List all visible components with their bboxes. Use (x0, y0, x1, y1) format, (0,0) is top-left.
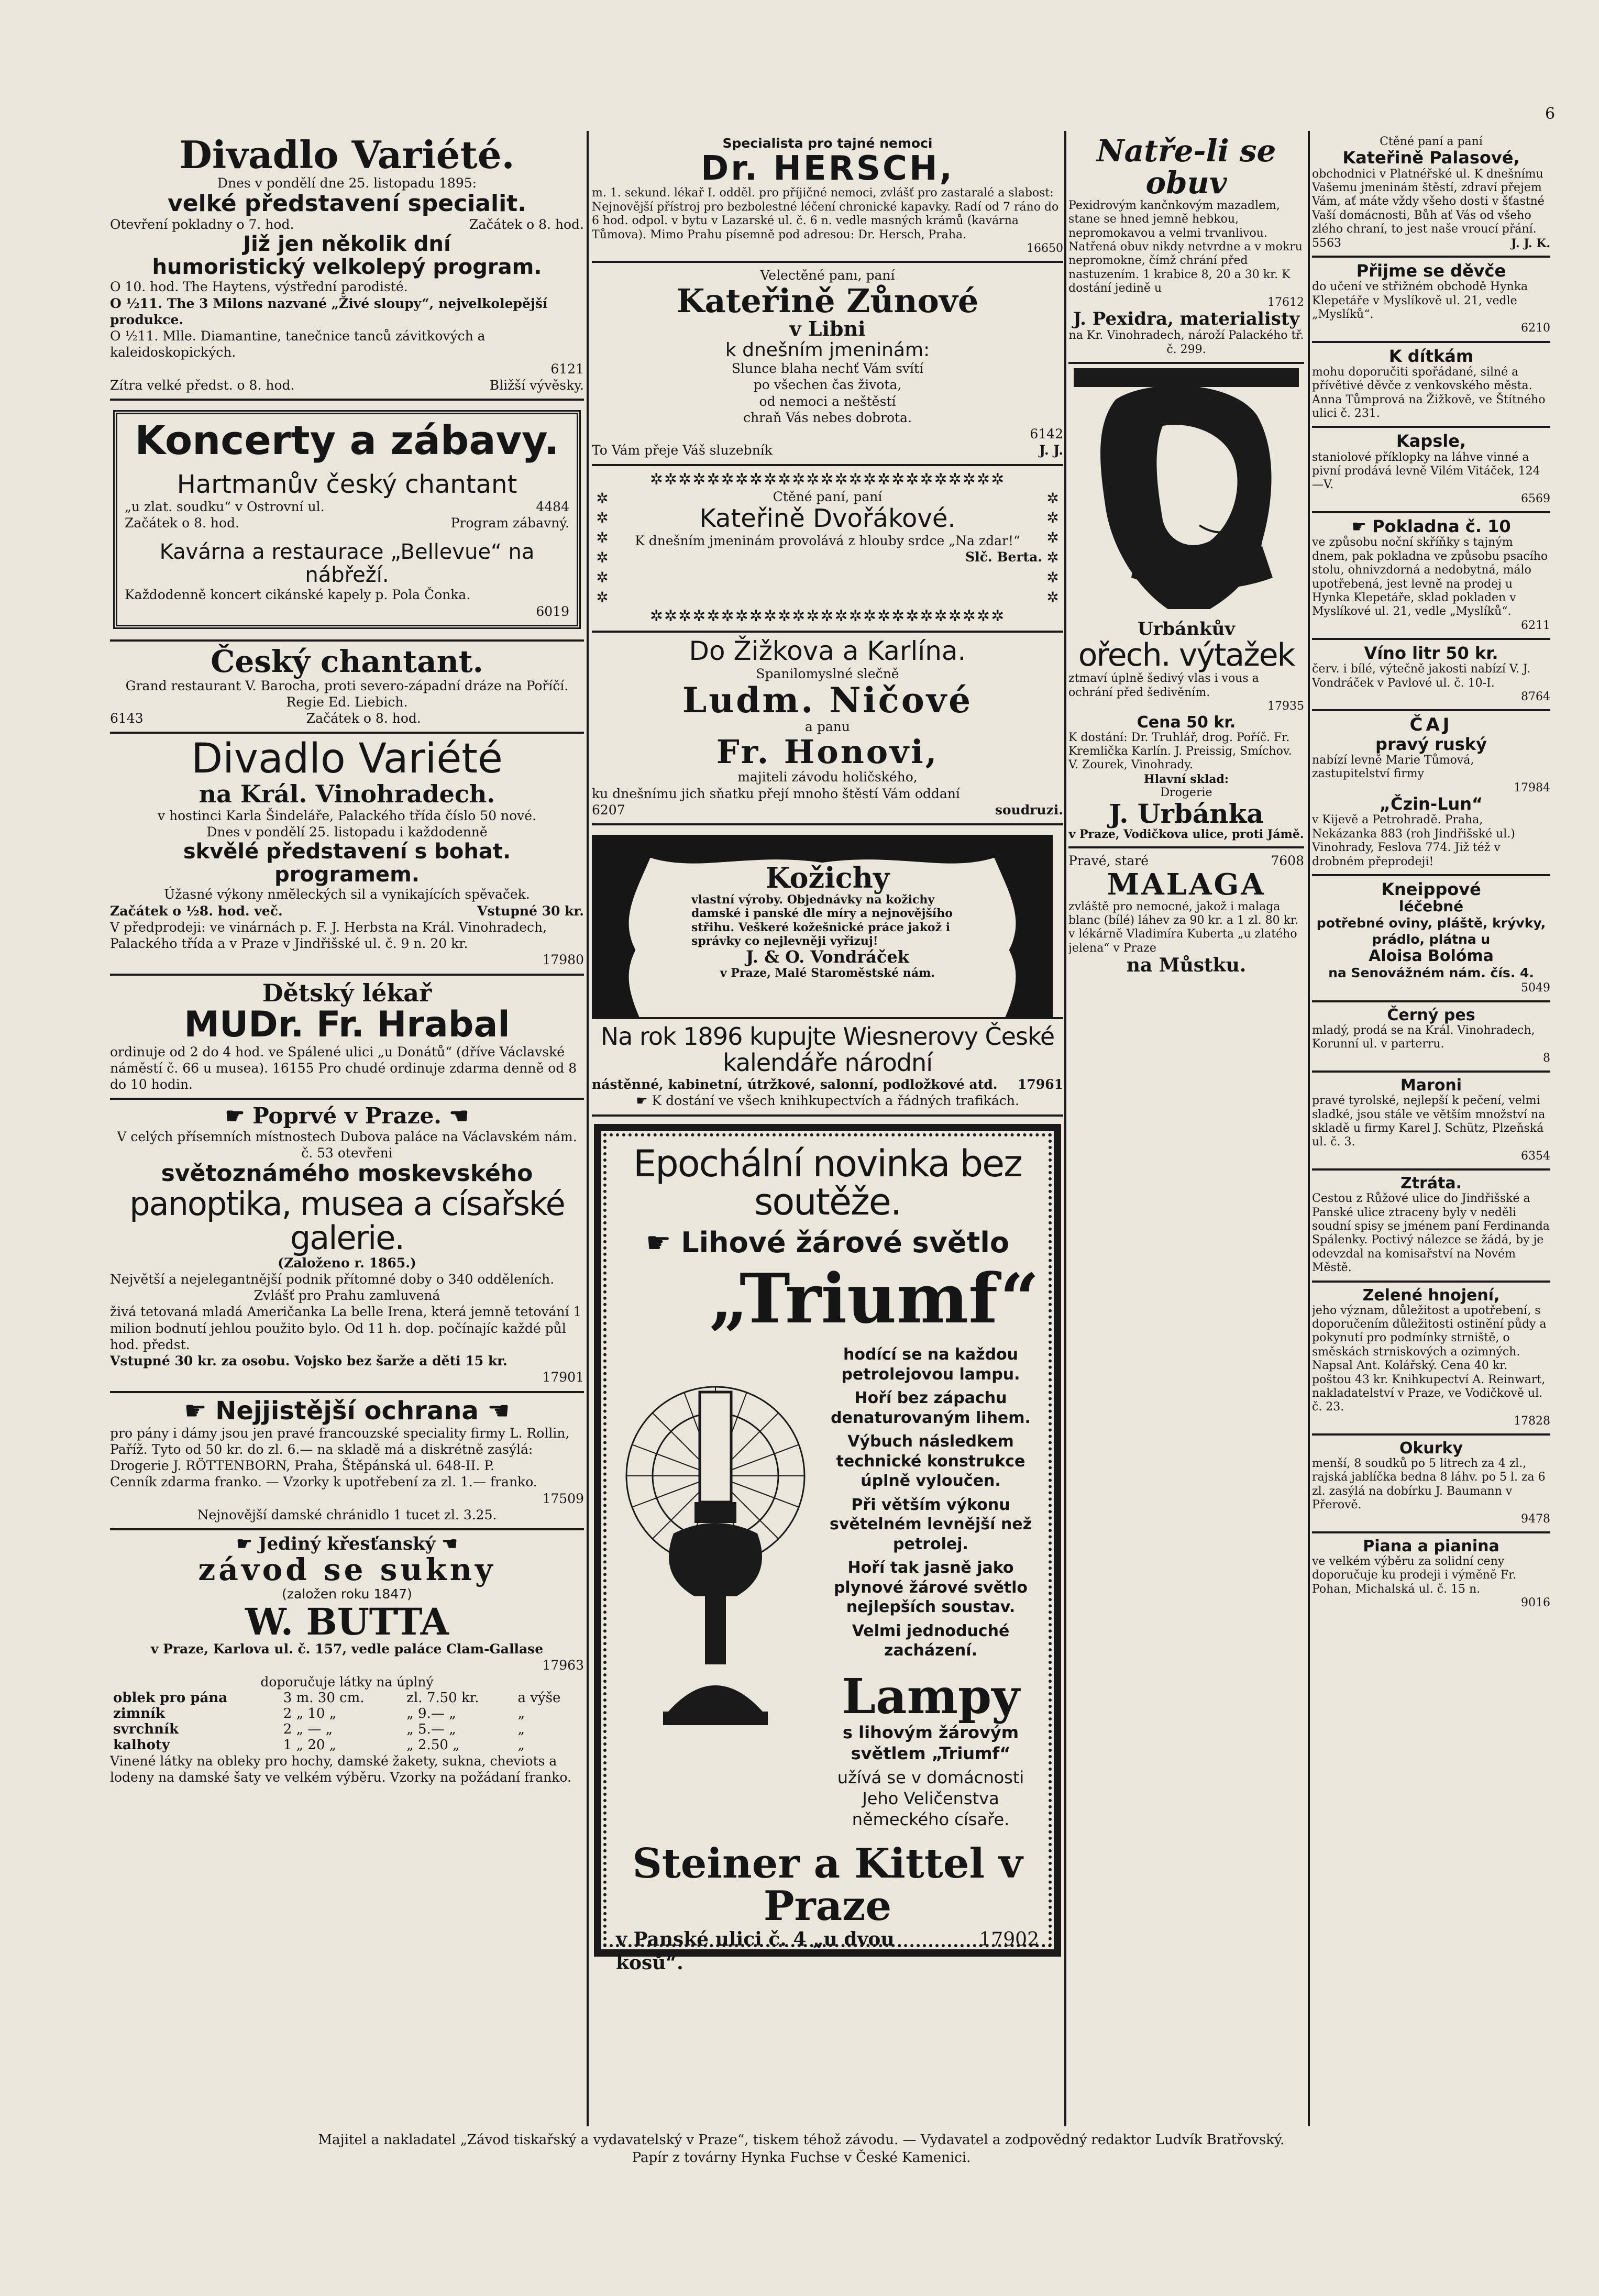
ad-text: ordinuje od 2 do 4 hod. ve Spálené ulici „u Donátů“ (dříve Václavské náměstí č. 66 u musea). 16155 Pro chudé ordinuje zdarma denně od 8 do 10 hodin. (110, 1044, 577, 1092)
ad-headline: Kavárna a restaurace „Bellevue“ na nábřeží. (159, 540, 535, 588)
ad-headline: Dětský lékař (262, 978, 432, 1007)
ad-vino (1312, 640, 1550, 711)
column-3 (1068, 131, 1304, 2126)
page-number: 6 (1545, 105, 1556, 123)
ad-text: Pravé, staré (1068, 853, 1149, 869)
ad-panoptika (110, 1100, 584, 1393)
ad-text: O 10. hod. The Haytens, výstřední parodisté. (110, 279, 408, 295)
ad-text: Grand restaurant V. Barocha, proti severo-západní dráze na Poříčí. Regie Ed. Liebich. (125, 678, 569, 710)
ad-text: Bližší vývěsky. (489, 377, 584, 393)
ad-number: 17509 (542, 1491, 584, 1506)
price-cell: 3 m. 30 cm. (283, 1690, 365, 1706)
ad-text: Největší a nejelegantnější podnik přítomné doby o 340 odděleních. (110, 1271, 555, 1287)
pointing-hand-icon: ☛ (236, 1533, 259, 1554)
ad-text: k dnešním jmeninám: (725, 339, 930, 361)
ad-text: O ½11. The 3 Milons nazvané „Živé sloupy“, nejvelkolepější produkce. (110, 295, 548, 327)
pointing-hand-icon: ☚ (441, 1103, 469, 1129)
column-4 (1312, 131, 1550, 2126)
ad-text: Velectěné panı, paní (760, 268, 895, 283)
ad-title: Natře-li se obuv (1096, 133, 1276, 201)
ad-number: 6354 (1521, 1149, 1550, 1163)
ad-title-text: Pokladna č. 10 (1372, 516, 1511, 537)
ad-text: živá tetovaná mladá Američanka La belle Irena, která jemně tetování 1 milion bodnutí jehlou použito bylo. Od 11 h. dop. počínajíc každé půl hod. předst. (110, 1304, 582, 1352)
price-cell: zl. 7.50 kr. (406, 1690, 479, 1706)
column-rule (1308, 131, 1310, 2126)
ad-title: MALAGA (1107, 867, 1266, 902)
ad-headline: velké představení specialit. (168, 190, 526, 217)
ad-text: s lihovým žárovým světlem „Triumf“ (842, 1722, 1019, 1763)
ad-title: závod se sukny (198, 1552, 496, 1588)
ad-number: 9016 (1521, 1596, 1550, 1610)
price-cell: kalhoty (113, 1737, 170, 1753)
price-cell: „ 9.— „ (406, 1705, 456, 1721)
ad-signature: J. J. K. (1511, 236, 1550, 250)
ad-ztrata (1312, 1171, 1550, 1282)
ad-zunova (592, 263, 1063, 466)
ad-number: 6211 (1521, 619, 1550, 632)
ad-text: zvláště pro nemocné, jakož i malaga blanc (bílé) láhev za 90 kr. a 1 zl. 80 kr. v lékárně Vladimíra Kuberta „u zlatého jelena“ v Praze (1068, 900, 1299, 955)
ad-firm: J. Pexidra, materialisty (1073, 308, 1300, 329)
ad-text: Hoří bez zápachu denaturovaným lihem. (831, 1389, 1031, 1427)
ad-text: Začátek o ½8. hod. več. (110, 903, 283, 919)
ad-text: Každodenně koncert cikánské kapely p. Pola Čonka. (125, 587, 471, 603)
ad-headline-text: Lihové žárové světlo (681, 1226, 1009, 1259)
ad-text: v Praze, Vodičkova ulice, proti Jámě. (1068, 827, 1304, 842)
ad-text: Velmi jednoduché zacházení. (852, 1621, 1010, 1660)
ad-headline-text: Jediný křesťanský (258, 1533, 436, 1554)
price-cell: „ (517, 1737, 525, 1753)
ad-nejjistejsi-ochrana (110, 1393, 584, 1530)
ad-text: Hlavní sklad: (1144, 772, 1229, 786)
ad-number: 4484 (536, 499, 569, 514)
ad-text: nástěnné, kabinetní, útržkové, salonní, podložkové atd. (592, 1077, 998, 1092)
price-row (110, 1690, 584, 1706)
ad-signature: Slč. Berta. (965, 549, 1042, 565)
ad-title: Epochální novinka bez soutěže. (633, 1142, 1022, 1224)
ad-dr-hersch (592, 131, 1063, 263)
column-rule (587, 131, 589, 2126)
ad-text: Zítra velké předst. o 8. hod. (110, 377, 295, 393)
price-cell: 2 „ — „ (283, 1721, 333, 1737)
ad-divadlo-vinohrady (110, 734, 584, 975)
ad-kapsle (1312, 428, 1550, 513)
ad-text: v Praze, Karlova ul. č. 157, vedle paláce Clam-Gallase (150, 1641, 544, 1657)
ad-title: Kateřině Palasové, (1342, 148, 1520, 168)
ad-text: na Senovážném nám. čís. 4. (1328, 965, 1534, 981)
ad-kneipp (1312, 876, 1550, 1002)
ad-text: menší, 8 soudků po 5 litrech za 4 zl., rajská jablíčka bedna 8 láhv. po 5 l. za 6 zl. zasýlá na dobírku J. Baumann v Přerově. (1312, 1457, 1546, 1512)
ad-text: Dnes v pondělí 25. listopadu i každodenně (206, 824, 488, 840)
ad-title: Maroni (1400, 1076, 1462, 1095)
ad-maroni (1312, 1073, 1550, 1171)
ad-firm: Steiner a Kittel v Praze (632, 1839, 1023, 1930)
ad-piana (1312, 1533, 1550, 1616)
ad-title: ořech. výtažek (1078, 637, 1295, 674)
ad-title: Ludm. Ničové (682, 679, 973, 721)
ad-text: obchodnici v Platnéřské ul. K dnešnímu Vašemu jmeninám štěstí, zdraví přejem Vám, ať máte vždy všeho dosti v šťastné Vaší domácnosti, Bůh ať Vás od všeho zlého chraní, to jest naše vroucí přání. (1312, 167, 1545, 236)
ad-number: 17612 (1267, 295, 1304, 309)
ad-text (592, 1092, 1063, 1109)
ad-headline (616, 1227, 1039, 1258)
ad-subtitle: v Libni (789, 316, 866, 340)
ad-text: To Vám přeje Váš sluzebník (592, 443, 773, 458)
ad-text: Začátek o 8. hod. (469, 217, 584, 233)
ad-text: v hostinci Karla Šindeláře, Palackého třída číslo 50 nové. (157, 808, 537, 823)
ad-text: O ½11. Mlle. Diamantine, tanečnice tanců závitkových a kaleidoskopických. (110, 328, 486, 360)
ad-title: ČAJ (1409, 714, 1453, 736)
ad-text: červ. i bílé, výtečně jakosti nabízí V. J. Vondráček v Pavlové ul. č. 10-I. (1312, 663, 1530, 690)
ad-text: Ctěné paní, paní (773, 489, 883, 504)
ad-text: Úžasné výkony nmĕleckých sil a vynikajících spěvaček. (164, 887, 530, 902)
ad-text: Pexidrovým kančnkovým mazadlem, stane se hned jemně hebkou, nepromokavou a velmi trvanlivou. Natřená obuv nikdy netvrdne a v mokru nepromokne, čímž chrání před nastuzením. 1 krabice 8, 20 a 30 kr. K dostání jedině u (1068, 198, 1303, 295)
ad-text: Zvlášť pro Prahu zamluvená (253, 1288, 440, 1304)
ad-number: 17984 (1514, 781, 1550, 794)
woman-portrait-illustration (1074, 368, 1299, 620)
ad-text: doporučuje látky na úplný (260, 1674, 434, 1690)
ad-title: Kateřině Zůnové (676, 281, 979, 320)
ad-cerny-pes (1312, 1002, 1550, 1073)
ad-number: 6569 (1521, 492, 1550, 505)
ad-number: 17828 (1514, 1414, 1550, 1428)
ad-zelene-hnojeni (1312, 1283, 1550, 1436)
ad-number: 5563 (1312, 236, 1341, 250)
footer-paper-note: Papír z továrny Hynka Fuchse v České Kamenici. (632, 2149, 971, 2166)
ad-text: staniolové příklopky na láhve vinné a pivní prodává levně Vilém Vitáček, 124—V. (1312, 450, 1540, 492)
ad-malaga (1068, 848, 1304, 981)
ad-headline: Do Žižkova a Karlína. (689, 636, 966, 667)
ad-headline: humoristický velkolepý program. (152, 255, 542, 280)
ad-text: užívá se v domácnosti Jeho Veličenstva německého císaře. (837, 1767, 1024, 1829)
ad-number: 8 (1543, 1051, 1550, 1065)
price-cell: „ 2.50 „ (406, 1737, 460, 1753)
lamp-illustration (616, 1345, 815, 1743)
ad-title: panoptika, musea a císařské galerie. (129, 1184, 565, 1257)
ad-title: Kneippové (1381, 879, 1481, 899)
price-cell: „ (517, 1705, 525, 1721)
ad-title: Fr. Honovi, (716, 733, 939, 771)
ad-title: Kateřině Dvořákové. (699, 503, 956, 533)
ad-title: Divadlo Variété. (179, 133, 515, 177)
ad-number: 17963 (542, 1658, 584, 1673)
ad-headline: Lampy (842, 1668, 1020, 1725)
column-2 (592, 131, 1063, 2126)
ad-butta (110, 1530, 584, 1791)
star-border: ✲ ✲ ✲ ✲ ✲ ✲ (596, 489, 609, 606)
ad-title: W. BUTTA (245, 1599, 449, 1643)
footer-imprint: Majitel a nakladatel „Závod tiskařský a vydavatelský v Praze“, tiskem téhož závodu. — Vydavatel a zodpovědný redaktor Ludvík Bratřovský. (318, 2132, 1285, 2148)
ad-text: (založen roku 1847) (282, 1586, 412, 1602)
ad-text: v Praze, Malé Staroměstské nám. (720, 966, 935, 980)
column-rule (1064, 131, 1066, 2126)
ad-text: pravé tyrolské, nejlepší k pečení, velmi sladké, jsou stále ve větším množství na skladě u firmy Karel J. Schütz, Plzeňská ul. č. 3. (1312, 1094, 1546, 1149)
ad-text: V celých přísemních místnostech Dubova paláce na Václavském nám. č. 53 otevřeni (117, 1129, 577, 1161)
ad-headline: Již jen několik dní (243, 232, 451, 257)
ad-text: V předprodeji: ve vinárnách p. F. J. Herbsta na Král. Vinohradech, Palackého třída a v Praze v Jindřišské ul. č. 9 n. 20 kr. (110, 919, 547, 952)
ad-headline-text: Poprvé v Praze. (252, 1103, 442, 1129)
pointing-hand-icon: ☛ (636, 1093, 652, 1109)
ad-firm: „Čzin-Lun“ (1379, 794, 1483, 814)
price-cell: 2 „ 10 „ (283, 1705, 337, 1721)
ad-number: 6143 (110, 711, 144, 726)
ad-text: (Založeno r. 1865.) (278, 1255, 416, 1271)
price-cell: „ (517, 1721, 525, 1737)
ad-headline: skvělé představení s bohat. programem. (183, 840, 511, 887)
page-footer (157, 2132, 1446, 2167)
ad-text: potřebné oviny, pláště, krývky, prádlo, plátna u (1316, 915, 1546, 947)
ad-pexidra-mazadlo (1068, 131, 1304, 364)
ad-k-ditkam (1312, 343, 1550, 428)
ad-triumf-lamp (594, 1124, 1061, 1974)
ad-subtitle: léčebné (1398, 898, 1464, 915)
ad-hrabal (110, 976, 584, 1100)
ad-palasova (1312, 131, 1550, 258)
ad-number: 9478 (1521, 1512, 1550, 1526)
ad-koncerty (110, 401, 584, 642)
ad-number: 17902 (979, 1929, 1039, 1951)
ad-signature: J. J. (1039, 443, 1063, 458)
ad-headline-text: Nejjistější ochrana (215, 1396, 479, 1426)
ad-text: Cestou z Růžové ulice do Jindřišské a Panské ulice ztraceny byly v neděli soudní spisy se jménem paní Ferdinanda Spálenky. Poctivý nálezce se žádá, by je odevzdal na komisařství na Novém Městě. (1312, 1192, 1550, 1275)
pointing-hand-icon: ☛ (184, 1396, 216, 1426)
ad-text: Otevření pokladny o 7. hod. (110, 217, 294, 233)
ad-headline (110, 1535, 584, 1554)
ad-title: Přijme se děvče (1356, 260, 1506, 281)
ad-text: mladý, prodá se na Král. Vinohradech, Korunní ul. v parterru. (1312, 1024, 1535, 1051)
price-cell: 1 „ 20 „ (283, 1737, 337, 1753)
ad-text: pro pány i dámy jsou jen pravé francouzské speciality firmy L. Rollin, Paříž. Tyto od 50 kr. do zl. 6.— na skladě má a diskrétně zasýlá: Drogerie J. RÖTTENBORN, Praha, Štěpánská ul. 648-II. P. (110, 1425, 570, 1473)
ad-text: Začátek o 8. hod. (306, 711, 421, 726)
ad-number: 17935 (1267, 700, 1304, 713)
ad-text: Vinené látky na obleky pro hochy, damské žakety, sukna, cheviots a lodeny na damské šaty ve velkém výběru. Vzorky na požádaní franko. (110, 1753, 571, 1785)
ad-text: Hoří tak jasně jako plynové žárové světlo nejlepších soustav. (833, 1559, 1028, 1617)
ad-firm: J. & O. Vondráček (746, 947, 909, 967)
ad-text: chraň Vás nebes dobrota. (743, 410, 912, 425)
ad-text: ve velkém výběru za solidní ceny doporučuje ku prodeji i výměně Fr. Pohan, Michalská ul. č. 15 n. (1312, 1555, 1517, 1596)
ad-headline (110, 1104, 584, 1128)
ad-title: Černý pes (1387, 1006, 1475, 1025)
ad-text: nabízí levně Marie Tůmová, zastupitelství firmy (1312, 754, 1474, 781)
ad-text: Slunce blaha nechť Vám svítí (731, 361, 924, 377)
ad-title: Český chantant. (211, 643, 483, 679)
ad-dvorakova (592, 466, 1063, 633)
star-border: ✲✲✲✲✲✲✲✲✲✲✲✲✲✲✲✲✲✲✲✲✲✲✲✲✲ (649, 607, 1006, 626)
ad-cesky-chantant (110, 642, 584, 734)
ad-text: Nejnovější damské chránidlo 1 tucet zl. 3.25. (197, 1507, 497, 1522)
ad-number: 7608 (1271, 853, 1304, 869)
ad-kozichy (592, 825, 1063, 1019)
ad-text: ztmaví úplně šedivý vlas i vous a ochrání před šedivěním. (1068, 672, 1259, 699)
ad-text: Výbuch následkem technické konstrukce úplně vyloučen. (836, 1432, 1025, 1491)
ad-headline: Hartmanův český chantant (177, 470, 517, 500)
ad-text: Při větším výkonu světelném levnější než petrolej. (829, 1495, 1032, 1553)
ad-number: 6019 (536, 603, 569, 619)
price-row (110, 1721, 584, 1737)
ad-title: K dítkám (1388, 346, 1474, 366)
ad-text: m. 1. sekund. lékař I. odděl. pro příjičné nemoci, zvlášť pro zastaralé a slabost: Nejnovější přístroj pro bezbolestné léčení chronické kapavky. Radí od 7 ráno do 6 hod. odpol. v bytu v Lazarské ul. č. 6 n. vedle masných krámů (kavárna Tůmova). Mimo Prahu písemně pod adresou: Dr. Hersch, Praha. (592, 186, 1059, 241)
ad-number: 17980 (542, 952, 584, 968)
pointing-hand-icon: ☛ (1351, 516, 1373, 537)
pointing-hand-icon: ☚ (478, 1396, 510, 1426)
ad-text: Dnes v pondělí dne 25. listopadu 1895: (217, 175, 477, 191)
ad-text: Začátek o 8. hod. (125, 515, 240, 531)
ad-text: a panu (805, 719, 850, 734)
ad-title (1312, 517, 1550, 536)
price-cell: a výše (517, 1690, 561, 1706)
ad-text: Vstupné 30 kr. (477, 903, 584, 919)
pointing-hand-icon: ☚ (435, 1533, 458, 1554)
ad-text: na Kr. Vinohradech, nároží Palackého tř. č. 299. (1068, 329, 1304, 356)
ad-signature: soudruzi. (995, 802, 1063, 818)
ad-text: hodící se na každou petrolejovou lampu. (841, 1345, 1020, 1384)
ad-number: 17961 (1018, 1077, 1063, 1092)
ad-number: 8764 (1521, 690, 1550, 704)
ad-headline: světoznámého moskevského (161, 1160, 533, 1187)
ad-text: Vstupné 30 kr. za osobu. Vojsko bez šarže a děti 15 kr. (110, 1353, 508, 1369)
ad-headline: na Můstku. (1126, 954, 1247, 977)
ad-text: majiteli závodu holičského, (737, 769, 918, 785)
ad-number: 5049 (1521, 981, 1550, 995)
pointing-hand-icon: ☛ (646, 1226, 681, 1259)
ad-text: v Panské ulici č. 4 „u dvou kosů“. (616, 1928, 895, 1974)
ad-title: Kapsle, (1396, 431, 1466, 451)
price-cell: svrchník (113, 1721, 179, 1737)
ad-title: Koncerty a zábavy. (135, 417, 559, 464)
ad-firm: J. Urbánka (1109, 798, 1264, 829)
price-cell: „ 5.— „ (406, 1721, 456, 1737)
ad-headline: Urbánkův (1137, 619, 1236, 640)
ad-text: Program zábavný. (450, 515, 569, 531)
ad-zizkov (592, 633, 1063, 825)
ad-text: po všechen čas života, (753, 377, 902, 393)
ad-okurky (1312, 1436, 1550, 1533)
ad-subtitle: pravý ruský (1375, 734, 1487, 754)
price-table (110, 1690, 584, 1753)
ad-text: K dostání: Dr. Truhlář, drog. Poříč. Fr. Kremlička Karlín. J. Preissig, Smíchov. V. Zourek, Vinohrady. (1068, 731, 1292, 772)
ad-text: v Kijevě a Petrohradě. Praha, Nekázanka 883 (roh Jindřišské ul.) Vinohrady, Feslova 774. Již též v drobném přeprodeji! (1312, 813, 1515, 868)
ad-title: Divadlo Variété (191, 735, 503, 783)
ad-prijme-devce (1312, 258, 1550, 343)
ad-number: 17901 (542, 1370, 584, 1385)
ad-text: Specialista pro tajné nemoci (722, 136, 933, 151)
ad-pokladna (1312, 513, 1550, 640)
ad-text: jeho význam, důležitost a upotřebení, s doporučením důležitosti ostinění půdy a pokynutí pro podmínky strniště, o směskách strniskových a ozimných. Napsal Ant. Kolářský. Cena 40 kr. poštou 43 kr. Knihkupectví A. Reinwart, nakladatelství v Praze, ve Vodičkově ul. č. 23. (1312, 1304, 1547, 1414)
ad-text: od nemoci a neštěstí (759, 393, 896, 409)
ad-firm: Aloisa Bolóma (1369, 947, 1494, 966)
ad-text: Cenník zdarma franko. — Vzorky k upotřebení za zl. 1.— franko. (110, 1474, 537, 1490)
ad-text: Spanilomyslné slečně (756, 666, 899, 682)
ad-number: 6210 (1521, 322, 1550, 335)
price-row (110, 1737, 584, 1753)
ad-title: MUDr. Fr. Hrabal (184, 1004, 510, 1046)
ad-number: 6121 (550, 361, 584, 377)
star-border: ✲ ✲ ✲ ✲ ✲ ✲ (1046, 489, 1059, 606)
ad-title: Víno litr 50 kr. (1364, 643, 1498, 664)
ad-urbanek-orech (1068, 364, 1304, 848)
ad-price: Cena 50 kr. (1137, 713, 1236, 732)
ad-headline (110, 1397, 584, 1425)
ad-text: Ctěné paní a paní (1380, 135, 1483, 148)
ad-text: ku dnešnímu jich sňatku přejí mnoho štěstí Vám oddaní (592, 786, 960, 801)
ad-number: 16650 (1027, 242, 1063, 255)
ad-title: Piana a pianina (1363, 1537, 1499, 1556)
ad-divadlo-variete (110, 131, 584, 401)
ad-title: Okurky (1399, 1439, 1463, 1458)
price-cell: zimník (113, 1705, 165, 1721)
ad-number: 6207 (592, 802, 625, 818)
ad-subtitle: na Král. Vinohradech. (199, 780, 495, 809)
pointing-hand-icon: ☛ (225, 1103, 253, 1129)
ad-title: Ztráta. (1400, 1174, 1462, 1193)
ad-text-inner: K dostání ve všech knihkupectvích a řádných trafikách. (652, 1093, 1019, 1109)
ad-text: ve způsobu noční skříňky s tajným dnem, pak pokladna ve způsobu psacího stolu, ohnivzdorná a nedobytná, málo upotřebená, jest levně na prodej u Hynka Klepetáře, sklad pokladen v Myslíkové ul. 21, vedle „Myslíků“. (1312, 536, 1548, 619)
price-row (110, 1706, 584, 1721)
ad-brand-title: „Triumf“ (709, 1258, 1039, 1339)
ad-number: 6142 (1030, 426, 1063, 442)
price-cell: oblek pro pána (113, 1690, 228, 1706)
ad-text: K dnešním jmeninám provolává z hlouby srdce „Na zdar!“ (635, 533, 1020, 548)
ad-title: Kožichy (765, 861, 890, 895)
ad-text: do učení ve střižném obchodě Hynka Klepetáře v Myslíkově ul. 21, vedle „Myslíků“. (1312, 280, 1528, 321)
star-border: ✲✲✲✲✲✲✲✲✲✲✲✲✲✲✲✲✲✲✲✲✲✲✲✲✲ (649, 470, 1006, 489)
ad-text: „u zlat. soudku“ v Ostrovní ul. (125, 499, 325, 514)
ad-title: Dr. HERSCH, (701, 149, 954, 189)
ad-title: Zelené hnojení, (1362, 1286, 1500, 1305)
column-1 (110, 131, 584, 2126)
ad-caj (1312, 711, 1550, 876)
ad-text: Drogerie (1160, 786, 1212, 800)
ad-text: mohu doporučiti spořádané, silné a přívětivé děvče z venkovského města. Anna Tůmprová na Žižkově, ve Štítného ulici č. 231. (1312, 365, 1546, 421)
ad-wiesner-kalendare (592, 1019, 1063, 1117)
ad-headline: Na rok 1896 kupujte Wiesnerovy České kalendáře národní (600, 1022, 1055, 1077)
ad-text: vlastní výroby. Objednávky na kožichy damské i panské dle míry a nejnovějšího střihu. Veškeré kožešnické práce jakož i správky co nejlevněji vyřizuj! (691, 892, 953, 948)
